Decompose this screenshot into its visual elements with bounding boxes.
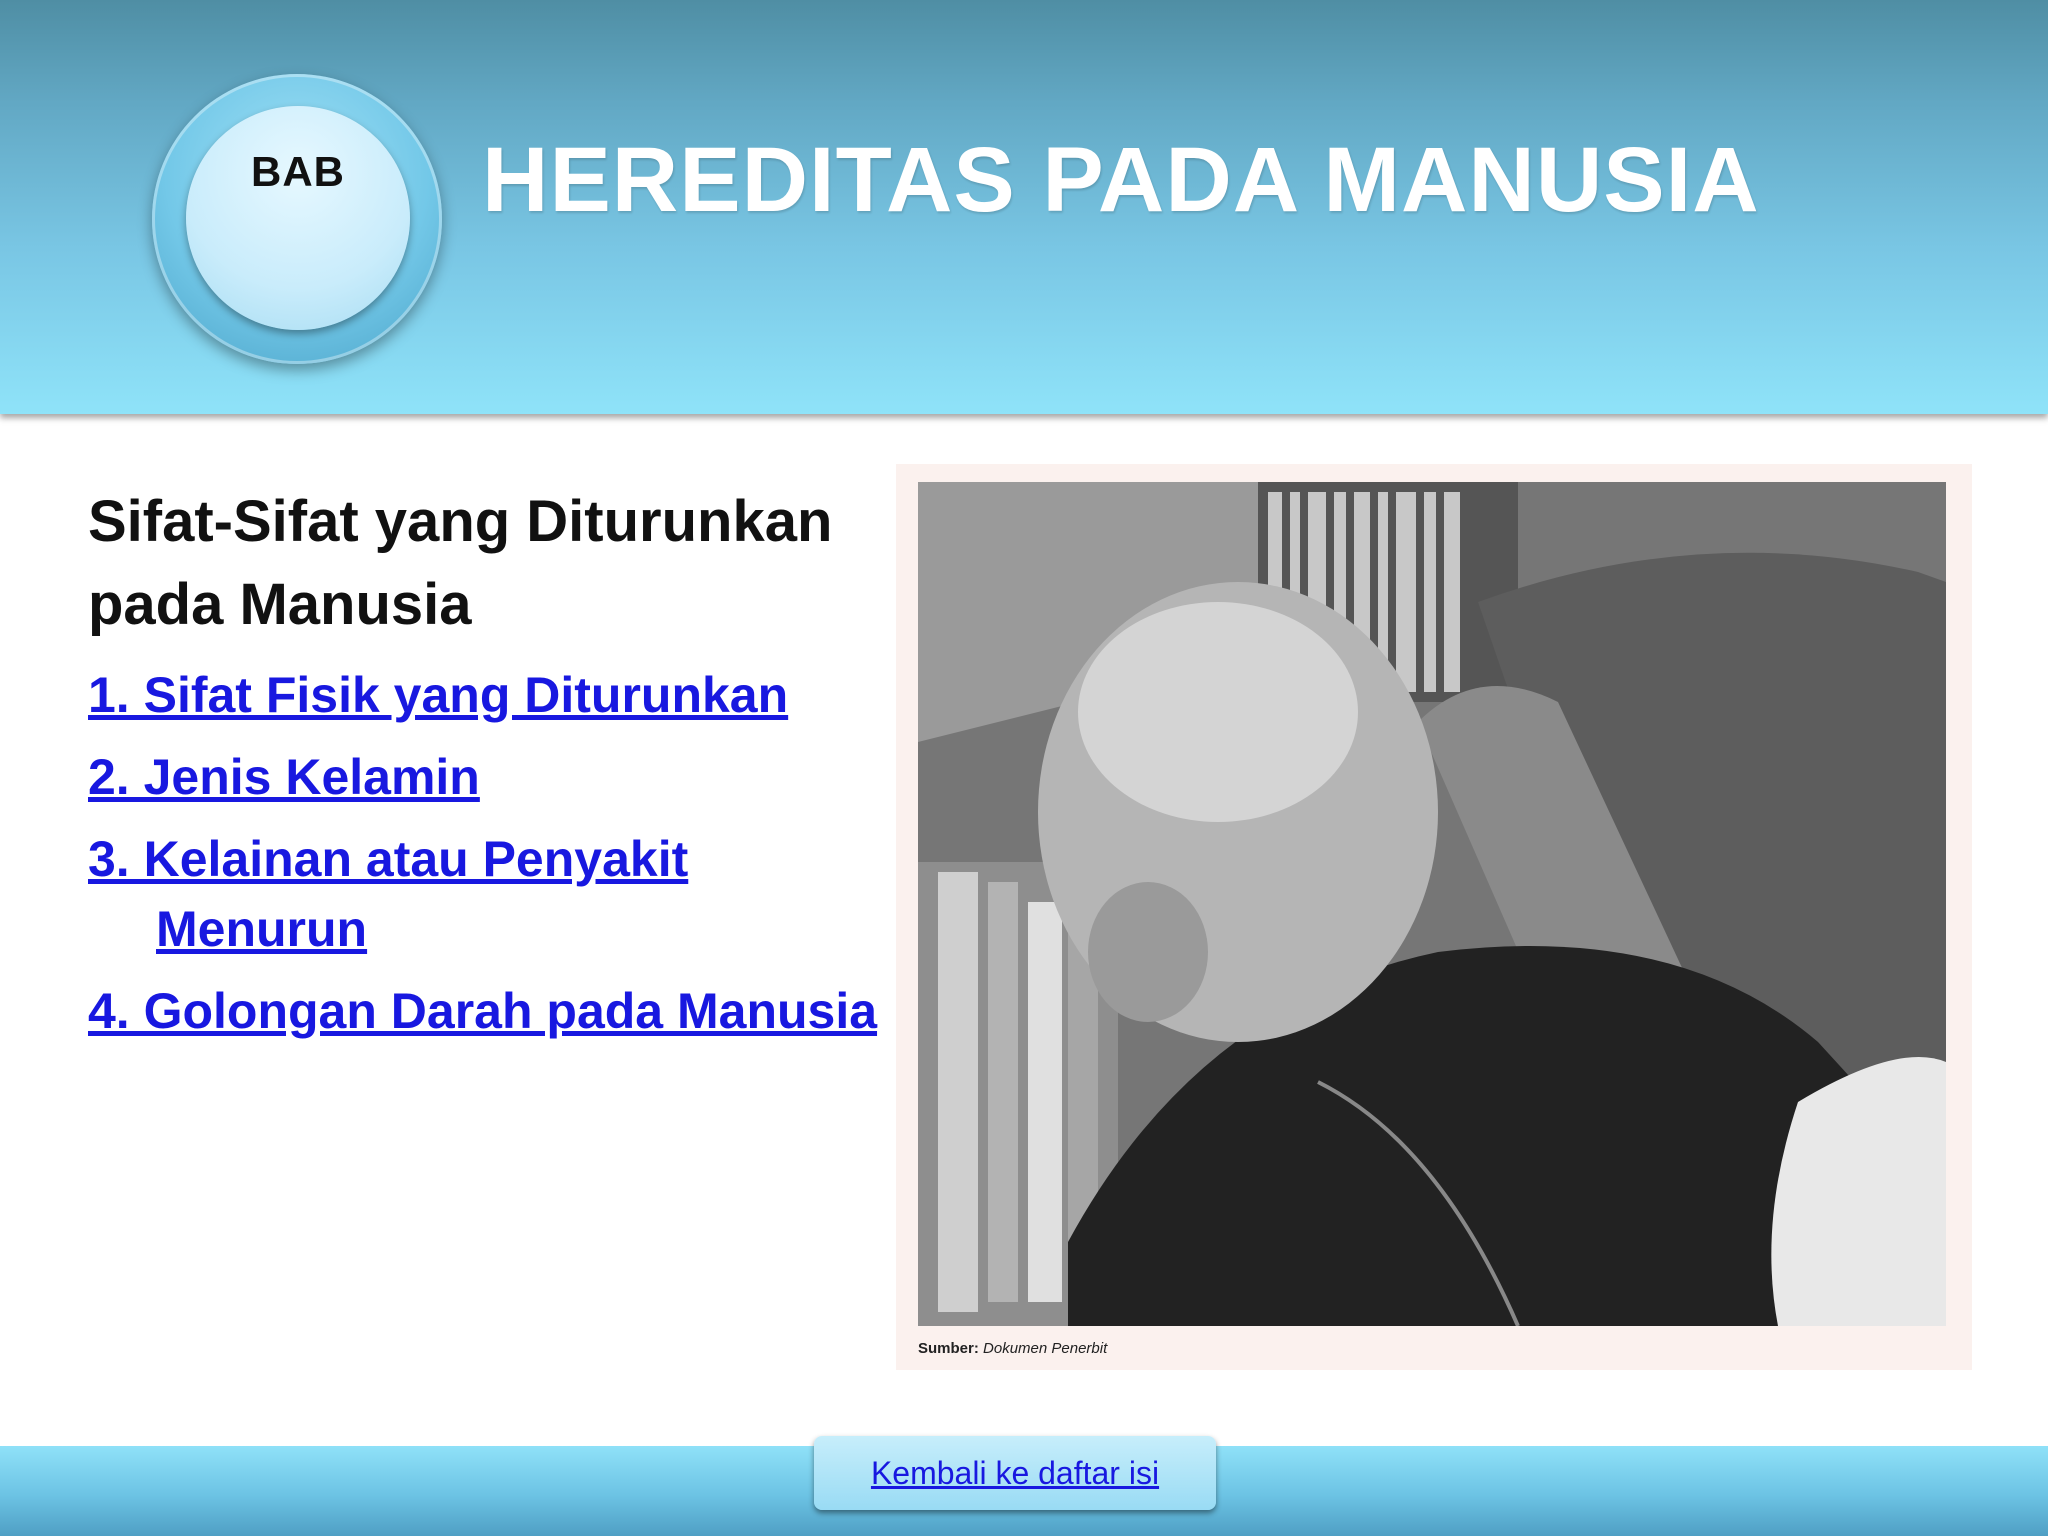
- page-title: HEREDITAS PADA MANUSIA: [482, 129, 1760, 231]
- menu-item-kelainan: [88, 824, 888, 964]
- link-sifat-fisik[interactable]: 1. Sifat Fisik yang Diturunkan: [88, 667, 789, 723]
- section-heading: Sifat-Sifat yang Diturunkan pada Manusia: [88, 489, 833, 637]
- photo-caption: [918, 1340, 1107, 1357]
- content-panel: [88, 480, 888, 1058]
- link-jenis-kelamin[interactable]: 2. Jenis Kelamin: [88, 749, 480, 805]
- back-to-contents-button[interactable]: [814, 1436, 1216, 1510]
- photo-illustration: [918, 482, 1946, 1326]
- link-golongan-darah[interactable]: 4. Golongan Darah pada Manusia: [88, 983, 878, 1039]
- photo-frame: [896, 464, 1972, 1370]
- chapter-badge-inner: [186, 106, 410, 330]
- topic-menu: [88, 660, 888, 1046]
- photo-man-reading-icon: [918, 482, 1946, 1326]
- chapter-badge: [152, 74, 442, 364]
- back-to-contents-link[interactable]: Kembali ke daftar isi: [870, 1454, 1160, 1491]
- header-banner: [0, 0, 2048, 414]
- menu-item-sifat-fisik: [88, 660, 888, 730]
- menu-item-jenis-kelamin: [88, 742, 888, 812]
- menu-item-golongan-darah: [88, 976, 888, 1046]
- chapter-badge-label: BAB: [251, 148, 345, 195]
- caption-source-label: Sumber:: [918, 1340, 979, 1357]
- caption-source-value: Dokumen Penerbit: [983, 1340, 1108, 1357]
- link-kelainan-penyakit[interactable]: 3. Kelainan atau Penyakit Menurun: [88, 831, 689, 957]
